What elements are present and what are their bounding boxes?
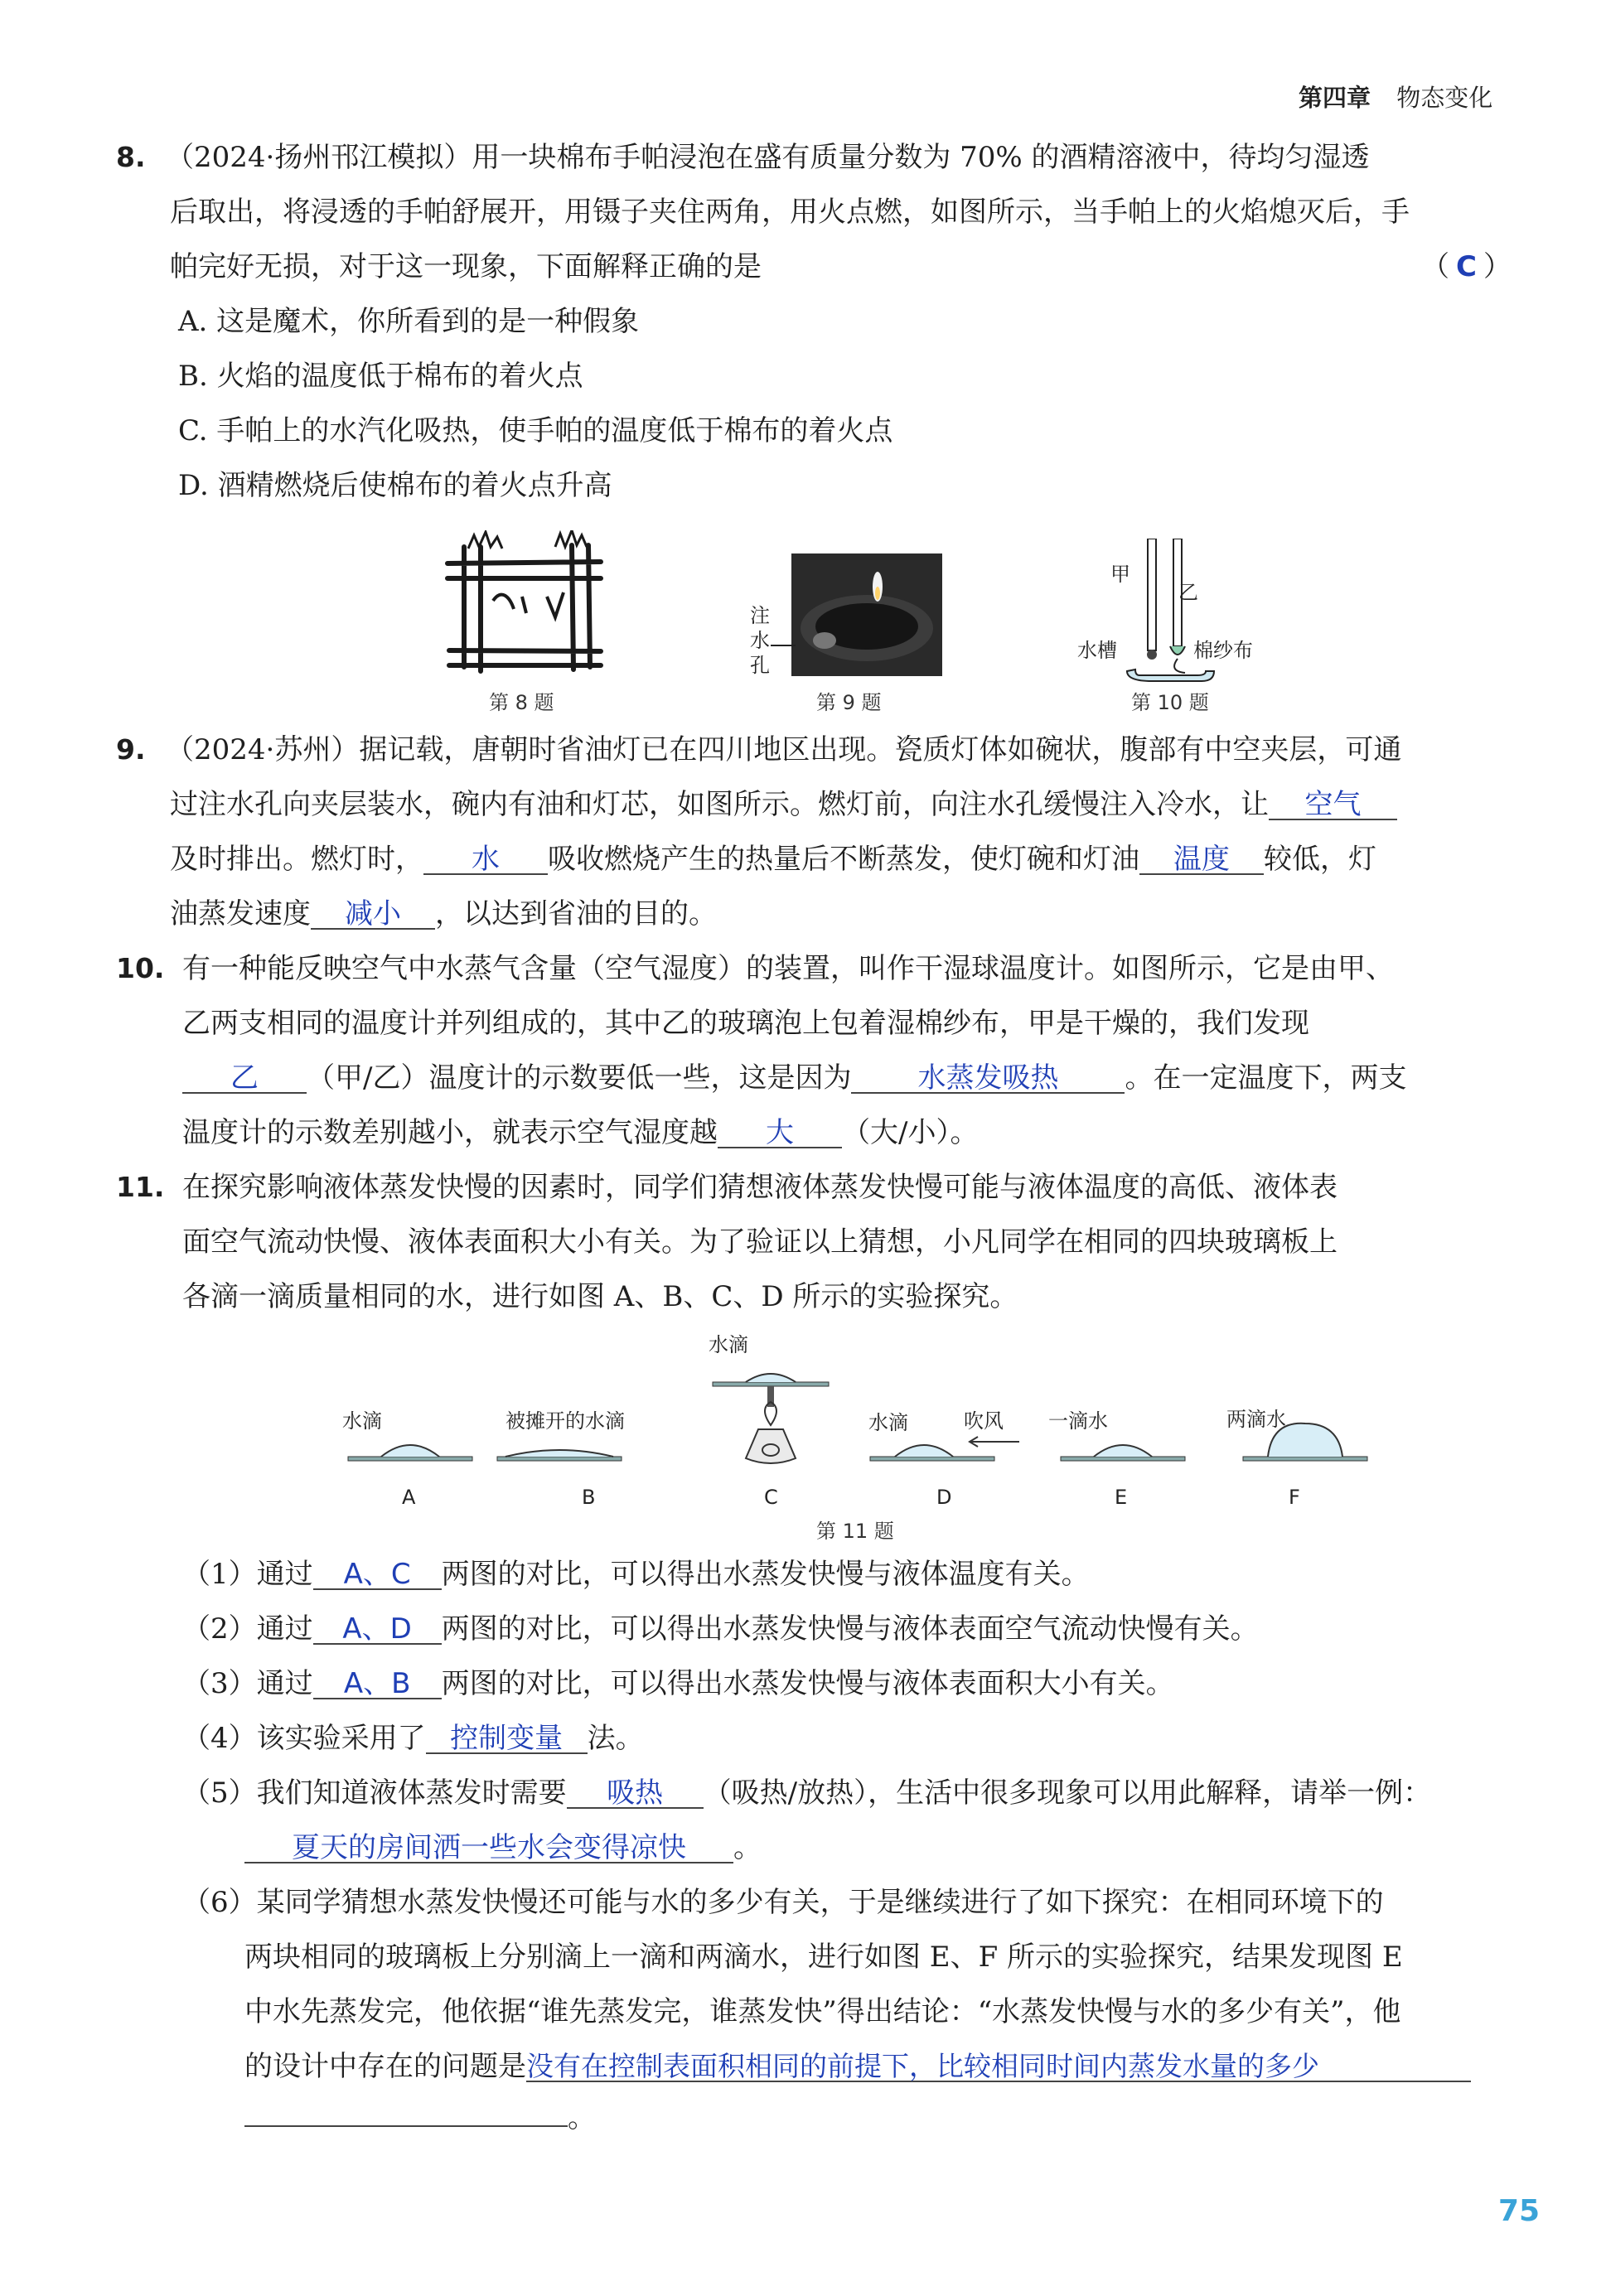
q11-part-1 bbox=[182, 1558, 1090, 1591]
q11-text: 法。 bbox=[587, 1722, 644, 1755]
q9-text: 较低，灯 bbox=[1264, 843, 1376, 876]
q8-answer: C bbox=[1456, 250, 1477, 283]
q11-line2: 面空气流动快慢、液体表面积大小有关。为了验证以上猜想，小凡同学在相同的四块玻璃板上 bbox=[182, 1225, 1338, 1259]
q8-line2: 后取出，将浸透的手帕舒展开，用镊子夹住两角，用火点燃，如图所示，当手帕上的火焰熄灭后，手 bbox=[170, 196, 1410, 229]
q11-number: 11. bbox=[116, 1171, 165, 1203]
q11-text: （吸热/放热），生活中很多现象可以用此解释，请举一例： bbox=[703, 1776, 1432, 1810]
fig11-letter-b: B bbox=[582, 1486, 596, 1509]
fig11-label-water-drop-a: 水滴 bbox=[342, 1409, 382, 1433]
fig11-label-spread-drop: 被摊开的水滴 bbox=[506, 1409, 625, 1433]
q9-blank-1: 空气 bbox=[1269, 790, 1397, 820]
q11-part-2 bbox=[182, 1612, 1259, 1646]
q9-line4 bbox=[170, 897, 717, 930]
q10-text: （甲/乙）温度计的示数要低一些，这是因为 bbox=[307, 1061, 852, 1095]
q11-text: （3）通过 bbox=[182, 1667, 313, 1700]
figure-9-oil-lamp-photo bbox=[791, 553, 942, 676]
q11-text: （1）通过 bbox=[182, 1558, 313, 1591]
q9-text: 过注水孔向夹层装水，碗内有油和灯芯，如图所示。燃灯前，向注水孔缓慢注入冷水，让 bbox=[170, 788, 1269, 821]
page-number: 75 bbox=[1498, 2194, 1541, 2228]
q11-text: （4）该实验采用了 bbox=[182, 1722, 426, 1755]
q11-blank-5: 吸热 bbox=[567, 1779, 704, 1809]
figure-8-caption: 第 8 题 bbox=[489, 691, 554, 714]
figure-9-fill-hole-label bbox=[750, 603, 772, 678]
q9-line3 bbox=[170, 843, 1376, 876]
q11-text: 两图的对比，可以得出水蒸发快慢与液体温度有关。 bbox=[441, 1558, 1090, 1591]
q11-text: （2）通过 bbox=[182, 1612, 313, 1646]
q11-line1: 在探究影响液体蒸发快慢的因素时，同学们猜想液体蒸发快慢可能与液体温度的高低、液体表 bbox=[182, 1171, 1338, 1204]
q11-line3: 各滴一滴质量相同的水，进行如图 A、B、C、D 所示的实验探究。 bbox=[182, 1280, 1018, 1313]
fig11-letter-f: F bbox=[1289, 1486, 1300, 1509]
q11-text: 的设计中存在的问题是 bbox=[244, 2050, 526, 2083]
figure-8-handkerchief bbox=[431, 530, 622, 679]
figure-11-evaporation-experiments bbox=[331, 1326, 1376, 1491]
q9-blank-2: 水 bbox=[423, 845, 548, 875]
q10-line2: 乙两支相同的温度计并列组成的，其中乙的玻璃泡上包着湿棉纱布，甲是干燥的，我们发现 bbox=[182, 1007, 1309, 1040]
q9-text: 油蒸发速度 bbox=[170, 897, 311, 930]
q11-part-6-line5 bbox=[244, 2101, 596, 2134]
chapter-title: 物态变化 bbox=[1396, 84, 1493, 112]
fig11-letter-c: C bbox=[764, 1486, 778, 1509]
water-tank-label: 水槽 bbox=[1077, 639, 1117, 662]
q10-blank-1: 乙 bbox=[182, 1064, 307, 1094]
q8-line1: （2024·扬州邗江模拟）用一块棉布手帕浸泡在盛有质量分数为 70% 的酒精溶液中，待均匀湿透 bbox=[166, 141, 1370, 174]
q10-blank-3: 大 bbox=[718, 1119, 842, 1148]
q11-blank-7: 没有在控制表面积相同的前提下，比较相同时间内蒸发水量的多少 bbox=[526, 2052, 1471, 2082]
fig11-letter-d: D bbox=[936, 1486, 952, 1509]
label-char: 注 bbox=[750, 604, 770, 627]
q9-line2 bbox=[170, 788, 1397, 821]
bracket-right: ） bbox=[1483, 250, 1512, 283]
q10-text: （大/小）。 bbox=[842, 1116, 979, 1149]
q9-blank-3: 温度 bbox=[1139, 845, 1264, 875]
fig11-letter-a: A bbox=[402, 1486, 416, 1509]
label-char: 水 bbox=[750, 629, 770, 652]
q11-blank-4: 控制变量 bbox=[426, 1724, 588, 1754]
q9-text: 及时排出。燃灯时， bbox=[170, 843, 423, 876]
q11-part-5 bbox=[182, 1776, 1431, 1810]
q11-part-6-line2: 两块相同的玻璃板上分别滴上一滴和两滴水，进行如图 E、F 所示的实验探究，结果发现图 E bbox=[244, 1941, 1403, 1974]
q10-number: 10. bbox=[116, 952, 165, 984]
gauze-label: 棉纱布 bbox=[1193, 639, 1253, 662]
q11-text: 两图的对比，可以得出水蒸发快慢与液体表面空气流动快慢有关。 bbox=[441, 1612, 1259, 1646]
label-char: 孔 bbox=[750, 654, 770, 677]
fig11-label-two-drops: 两滴水 bbox=[1226, 1408, 1286, 1431]
fig11-label-one-drop: 一滴水 bbox=[1048, 1409, 1108, 1433]
q8-number: 8. bbox=[116, 141, 146, 173]
q9-blank-4: 减小 bbox=[311, 900, 435, 930]
figure-9-caption: 第 9 题 bbox=[816, 691, 882, 714]
q8-answer-bracket bbox=[1421, 250, 1512, 283]
fig11-label-water-drop-c: 水滴 bbox=[709, 1333, 748, 1356]
bracket-left: （ bbox=[1421, 250, 1449, 283]
q8-option-a: A. 这是魔术，你所看到的是一种假象 bbox=[178, 305, 640, 338]
q11-blank-7-continuation bbox=[244, 2125, 568, 2127]
q10-line3 bbox=[182, 1061, 1406, 1095]
q11-blank-1: A、C bbox=[313, 1560, 442, 1590]
chapter-header bbox=[1299, 80, 1492, 114]
q11-text: 。 bbox=[568, 2101, 596, 2134]
thermometer-yi-label: 乙 bbox=[1178, 581, 1198, 604]
q9-number: 9. bbox=[116, 733, 146, 766]
fill-hole-pointer bbox=[771, 645, 796, 646]
q8-option-d: D. 酒精燃烧后使棉布的着火点升高 bbox=[178, 469, 612, 502]
q8-line3: 帕完好无损，对于这一现象，下面解释正确的是 bbox=[170, 250, 762, 283]
q11-part-3 bbox=[182, 1667, 1174, 1700]
oil-lamp-drawing bbox=[791, 553, 942, 676]
q10-blank-2: 水蒸发吸热 bbox=[851, 1064, 1125, 1094]
fig11-label-wind: 吹风 bbox=[964, 1409, 1004, 1433]
q11-part-4 bbox=[182, 1722, 644, 1755]
fig11-label-water-drop-d: 水滴 bbox=[868, 1411, 908, 1434]
thermometer-jia-label: 甲 bbox=[1110, 563, 1130, 586]
q9-text: ，以达到省油的目的。 bbox=[435, 897, 717, 930]
q10-text: 。在一定温度下，两支 bbox=[1125, 1061, 1407, 1095]
q11-blank-6: 夏天的房间洒一些水会变得凉快 bbox=[244, 1834, 733, 1863]
q11-part-5-example bbox=[244, 1831, 762, 1864]
q11-part-6-line3: 中水先蒸发完，他依据“谁先蒸发完，谁蒸发快”得出结论：“水蒸发快慢与水的多少有关”，他 bbox=[244, 1995, 1401, 2028]
q8-option-b: B. 火焰的温度低于棉布的着火点 bbox=[178, 360, 583, 393]
q11-blank-3: A、B bbox=[313, 1670, 442, 1699]
figure-11-caption: 第 11 题 bbox=[816, 1520, 894, 1543]
fig11-letter-e: E bbox=[1115, 1486, 1128, 1509]
q10-line4 bbox=[182, 1116, 978, 1149]
q11-blank-2: A、D bbox=[313, 1615, 442, 1645]
q11-text: 两图的对比，可以得出水蒸发快慢与液体表面积大小有关。 bbox=[441, 1667, 1174, 1700]
q11-part-6-line4 bbox=[244, 2050, 1471, 2083]
q11-text: 。 bbox=[733, 1831, 762, 1864]
q10-line1: 有一种能反映空气中水蒸气含量（空气湿度）的装置，叫作干湿球温度计。如图所示，它是由甲、 bbox=[182, 952, 1394, 985]
q9-text: 吸收燃烧产生的热量后不断蒸发，使灯碗和灯油 bbox=[548, 843, 1139, 876]
q11-part-6-line1: （6）某同学猜想水蒸发快慢还可能与水的多少有关，于是继续进行了如下探究：在相同环境下的 bbox=[182, 1886, 1384, 1919]
q11-text: （5）我们知道液体蒸发时需要 bbox=[182, 1776, 567, 1810]
q10-text: 温度计的示数差别越小，就表示空气湿度越 bbox=[182, 1116, 718, 1149]
q9-line1: （2024·苏州）据记载，唐朝时省油灯已在四川地区出现。瓷质灯体如碗状，腹部有中空夹层，可通 bbox=[166, 733, 1402, 766]
figure-10-caption: 第 10 题 bbox=[1131, 691, 1209, 714]
chapter-label: 第四章 bbox=[1299, 84, 1371, 112]
q8-option-c: C. 手帕上的水汽化吸热，使手帕的温度低于棉布的着火点 bbox=[178, 414, 893, 447]
figure-10-thermometer bbox=[1102, 539, 1293, 688]
